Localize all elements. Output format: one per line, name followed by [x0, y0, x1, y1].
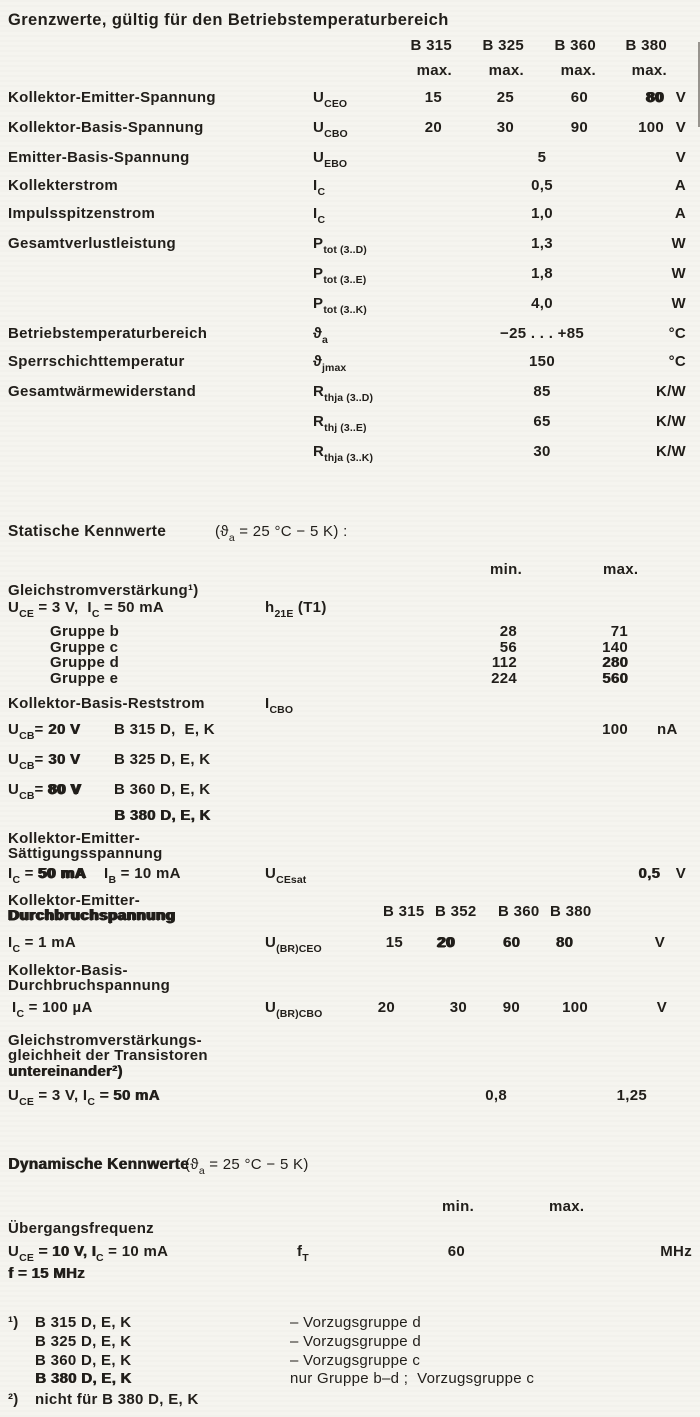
max-header-row [0, 61, 700, 81]
value-b380: 80 [555, 934, 573, 951]
cond-value: 20 V [48, 721, 81, 738]
max-header: max. [488, 62, 524, 79]
dyn-minmax-header-row [0, 1197, 700, 1217]
test-condition [8, 780, 81, 801]
footnote-row [0, 1351, 700, 1371]
symbol-sub: thj (3..E) [324, 421, 367, 434]
theta-sub: a [228, 531, 235, 544]
type-header-row [0, 36, 700, 56]
cond-part: = 1 mA [20, 934, 77, 951]
cond-sub: C [96, 1251, 104, 1264]
br-type-b380: B 380 [550, 903, 592, 920]
symbol-base: P [313, 295, 324, 312]
symbol-base: ϑ [313, 325, 323, 342]
cond-part: I [8, 934, 13, 951]
cond-part: = 10 mA [116, 865, 181, 882]
unit: K/W [655, 413, 686, 430]
param-label: gleichheit der Transistoren [8, 1047, 208, 1064]
icbo-value: 100 [602, 721, 628, 738]
type-list: B 380 D, E, K [114, 807, 211, 824]
footnote-type: B 360 D, E, K [35, 1352, 132, 1369]
unit: V [675, 149, 686, 166]
type-header-b360: B 360 [554, 37, 596, 54]
max-header: max. [603, 561, 639, 578]
match-max: 1,25 [616, 1087, 647, 1104]
footnote-note: – Vorzugsgruppe c [290, 1352, 421, 1369]
cond-part: U [8, 751, 20, 768]
cond-part: = [34, 781, 49, 798]
symbol-sub: tot (3..E) [323, 273, 367, 286]
icbo-unit: nA [657, 721, 678, 738]
symbol-base: f [297, 1243, 303, 1260]
max-header: max. [416, 62, 452, 79]
ft-condition2-row [0, 1264, 700, 1284]
br-type-b315: B 315 [383, 903, 425, 920]
value-b360: 90 [502, 999, 520, 1016]
group-max: 560 [602, 670, 628, 687]
table-row-ta [0, 324, 700, 344]
theta-symbol: (ϑ [215, 523, 229, 540]
symbol-sub: (BR)CBO [276, 1007, 323, 1020]
cond-part: = 50 mA [99, 599, 165, 616]
condition-text: = 25 °C − 5 K) : [234, 523, 348, 540]
test-condition: f = 15 MHz [8, 1265, 85, 1282]
cond-value: 30 V [48, 751, 81, 768]
footnote-marker: ¹) [8, 1314, 19, 1331]
symbol-sub: thja (3..K) [324, 451, 374, 464]
condition-text: = 25 °C − 5 K) [204, 1156, 309, 1173]
cond-part: U [8, 1243, 20, 1260]
param-label: Emitter-Basis-Spannung [8, 149, 190, 166]
ft-label-row [0, 1219, 700, 1239]
test-condition [12, 998, 93, 1019]
cond-part: U [8, 599, 20, 616]
symbol-base: U [313, 89, 325, 106]
cond-sub: C [16, 1007, 25, 1020]
value-common: 0,5 [531, 177, 553, 194]
symbol-base: h [265, 599, 275, 616]
param-label: Kollektor-Emitter- [8, 830, 141, 847]
param-label: Gesamtverlustleistung [8, 235, 177, 252]
footnote-type: B 325 D, E, K [35, 1333, 132, 1350]
param-label: Kollektor-Basis-Spannung [8, 119, 204, 136]
symbol-base: U [265, 999, 277, 1016]
symbol-sub: C [317, 185, 326, 198]
ucb-row-4 [0, 806, 700, 826]
type-list: B 315 D, E, K [114, 721, 215, 738]
cond-sub: C [12, 873, 21, 886]
cond-part: = [34, 721, 49, 738]
group-min: 224 [491, 670, 517, 687]
value-b380: 100 [638, 119, 664, 136]
unit: W [671, 295, 686, 312]
footnote-text: nicht für B 380 D, E, K [35, 1391, 199, 1408]
symbol-sub: CEO [324, 97, 348, 110]
param-label: Betriebstemperaturbereich [8, 325, 208, 342]
value-b360: 60 [570, 89, 588, 106]
group-max: 280 [602, 654, 628, 671]
cond-part: U [8, 721, 20, 738]
symbol-base: ϑ [313, 353, 323, 370]
unit: °C [668, 325, 686, 342]
value-b315: 15 [385, 934, 403, 951]
section-heading: Statische Kennwerte [8, 523, 167, 540]
value-b352: 30 [449, 999, 467, 1016]
brceo-value-row [0, 933, 700, 953]
value-b325: 25 [496, 89, 514, 106]
value-common: 65 [533, 413, 551, 430]
param-symbol [297, 1242, 309, 1263]
test-condition [8, 720, 80, 741]
value-b315: 20 [424, 119, 442, 136]
type-list: B 325 D, E, K [114, 751, 211, 768]
table-row-icm [0, 204, 700, 224]
symbol-base: I [313, 177, 318, 194]
param-symbol [265, 598, 327, 619]
max-header: max. [560, 62, 596, 79]
min-header: min. [490, 561, 523, 578]
symbol-sub: CEsat [276, 873, 307, 886]
unit: V [675, 865, 686, 882]
symbol-base: P [313, 235, 324, 252]
match-label-row-3 [0, 1062, 700, 1082]
param-symbol [313, 204, 325, 225]
cond-part: = 10 V, I [33, 1243, 97, 1260]
value-b352: 20 [437, 934, 455, 951]
value-common: 150 [529, 353, 555, 370]
test-condition [8, 750, 80, 771]
symbol-base: R [313, 413, 325, 430]
match-value-row [0, 1086, 700, 1106]
value-common: 85 [533, 383, 551, 400]
param-symbol [313, 294, 367, 315]
symbol-sub: tot (3..K) [323, 303, 367, 316]
param-label: Kollektor-Basis-Reststrom [8, 695, 205, 712]
cond-part: U [8, 1087, 20, 1104]
param-symbol [313, 88, 347, 109]
cond-sub: CB [19, 789, 35, 802]
value-common: 30 [533, 443, 551, 460]
param-label: Durchbruchspannung [8, 907, 176, 924]
value-common: 1,0 [531, 205, 553, 222]
unit: V [656, 999, 667, 1016]
footnote-type: B 380 D, E, K [35, 1370, 132, 1387]
param-symbol [313, 324, 328, 345]
unit: V [675, 89, 686, 106]
table-row-rthj-e [0, 412, 700, 432]
footnote-type: B 315 D, E, K [35, 1314, 132, 1331]
footnote-note: – Vorzugsgruppe d [290, 1333, 422, 1350]
symbol-base: I [313, 205, 318, 222]
ft-value-row [0, 1242, 700, 1262]
brceo-label-row-2 [0, 906, 700, 926]
table-row-ptot-k [0, 294, 700, 314]
section-dynamische-title-row [0, 1155, 700, 1175]
param-label: Gleichstromverstärkungs- [8, 1032, 202, 1049]
group-max: 140 [602, 639, 628, 656]
section-grenzwerte-title-row [0, 10, 700, 30]
value-b325: 30 [496, 119, 514, 136]
unit: V [675, 119, 686, 136]
param-label: Übergangsfrequenz [8, 1220, 154, 1237]
cond-sub: CB [19, 759, 35, 772]
value-b380: 100 [562, 999, 588, 1016]
symbol-sub: C [317, 213, 326, 226]
value-common: 4,0 [531, 295, 553, 312]
type-header-b325: B 325 [482, 37, 524, 54]
param-label: Gesamtwärmewiderstand [8, 383, 197, 400]
max-header: max. [631, 62, 667, 79]
param-symbol [313, 382, 373, 403]
match-min: 0,8 [485, 1087, 507, 1104]
footnote-row [0, 1369, 700, 1389]
table-row-ucbo [0, 118, 700, 138]
value-common: −25 . . . +85 [500, 325, 584, 342]
param-symbol [313, 234, 367, 255]
ucb-row-2 [0, 750, 700, 770]
footnote-row [0, 1313, 700, 1333]
param-symbol [313, 176, 325, 197]
section-heading: Dynamische Kennwerte [8, 1156, 189, 1173]
cond-value: 50 mA [38, 865, 87, 882]
unit: V [654, 934, 665, 951]
param-symbol [265, 694, 293, 715]
unit: W [671, 235, 686, 252]
param-symbol [313, 148, 347, 169]
param-symbol [313, 264, 366, 285]
param-label: Kollekterstrom [8, 177, 119, 194]
symbol-sub: thja (3..D) [324, 391, 374, 404]
table-row-uceo [0, 88, 700, 108]
table-row-tj [0, 352, 700, 372]
cond-sub: CE [19, 1251, 34, 1264]
cond-sub: CB [19, 729, 35, 742]
cond-sub: CE [19, 1095, 34, 1108]
unit: K/W [655, 443, 686, 460]
type-header-b380: B 380 [625, 37, 667, 54]
param-symbol [265, 864, 306, 885]
theta-symbol: (ϑ [185, 1156, 199, 1173]
group-min: 28 [499, 623, 517, 640]
param-label: Kollektor-Emitter- [8, 892, 141, 909]
brcbo-label-row-2 [0, 976, 700, 996]
symbol-base: U [265, 865, 277, 882]
gain-condition-row [0, 598, 700, 618]
symbol-sub: 21E [274, 607, 294, 620]
table-row-ptot-e [0, 264, 700, 284]
cond-part: = 10 mA [103, 1243, 169, 1260]
test-condition [8, 933, 76, 954]
param-label: untereinander²) [8, 1063, 123, 1080]
group-row-e [0, 669, 700, 689]
unit: A [674, 177, 686, 194]
cond-part: = [34, 751, 49, 768]
unit: °C [668, 353, 686, 370]
symbol-post: (T1) [293, 599, 327, 616]
ucb-row-1 [0, 720, 700, 740]
value-b315: 15 [424, 89, 442, 106]
cond-part: = 50 mA [95, 1087, 160, 1104]
test-condition [8, 598, 164, 619]
param-label: Kollektor-Basis- [8, 962, 128, 979]
cond-part: U [8, 781, 20, 798]
cond-part: = 3 V, I [33, 1087, 88, 1104]
footnote-note: – Vorzugsgruppe d [290, 1314, 422, 1331]
section-condition [215, 522, 348, 543]
unit: W [671, 265, 686, 282]
symbol-base: U [265, 934, 277, 951]
param-label: Kollektor-Emitter-Spannung [8, 89, 216, 106]
value-common: 5 [537, 149, 547, 166]
group-label: Gruppe b [50, 623, 120, 640]
section-condition [185, 1155, 309, 1176]
symbol-sub: EBO [324, 157, 348, 170]
footnote-row-2 [0, 1390, 700, 1410]
test-condition [8, 1242, 168, 1263]
cond-part: = 3 V, I [33, 599, 92, 616]
symbol-sub: jmax [322, 361, 347, 374]
cond-sub: C [87, 1095, 96, 1108]
section-title: Grenzwerte, gültig für den Betriebstemperaturbereich [8, 11, 449, 29]
footnote-marker: ²) [8, 1391, 19, 1408]
sat-value: 0,5 [638, 865, 660, 882]
param-symbol [265, 933, 322, 954]
group-label: Gruppe c [50, 639, 119, 656]
symbol-sub: a [322, 333, 328, 346]
param-label: Durchbruchspannung [8, 977, 171, 994]
sat-condition-row [0, 864, 700, 884]
cond-sub: CE [19, 607, 34, 620]
brcbo-value-row [0, 998, 700, 1018]
symbol-sub: CBO [269, 703, 294, 716]
param-symbol [313, 412, 367, 433]
symbol-sub: tot (3..D) [323, 243, 367, 256]
cond-sub: B [108, 873, 117, 886]
test-condition [8, 1086, 160, 1107]
cond-sub: C [12, 942, 21, 955]
cond-value: 80 V [48, 781, 82, 798]
br-type-b352: B 352 [435, 903, 477, 920]
symbol-base: U [313, 119, 325, 136]
param-label: Impulsspitzenstrom [8, 205, 156, 222]
ft-min-value: 60 [447, 1243, 465, 1260]
footnote-note: nur Gruppe b–d ; Vorzugsgruppe c [290, 1370, 535, 1387]
symbol-base: P [313, 265, 324, 282]
max-header: max. [549, 1198, 585, 1215]
symbol-sub: T [302, 1251, 309, 1264]
param-symbol [313, 442, 373, 463]
value-b380: 80 [646, 89, 664, 106]
param-symbol [313, 118, 348, 139]
value-common: 1,3 [531, 235, 553, 252]
cond-part: = [20, 865, 39, 882]
sat-label-row-2 [0, 844, 700, 864]
value-b315: 20 [377, 999, 395, 1016]
ucb-row-3 [0, 780, 700, 800]
cond-part: I [12, 999, 17, 1016]
symbol-base: I [265, 695, 270, 712]
test-condition [8, 864, 181, 885]
footnote-row [0, 1332, 700, 1352]
cond-sub: C [91, 607, 100, 620]
symbol-base: U [313, 149, 325, 166]
param-label: Sättigungsspannung [8, 845, 163, 862]
unit: A [674, 205, 686, 222]
table-row-rthja-d [0, 382, 700, 402]
value-b360: 60 [502, 934, 520, 951]
value-b360: 90 [570, 119, 588, 136]
param-label: Sperrschichttemperatur [8, 353, 185, 370]
cond-part: = 100 µA [24, 999, 93, 1016]
table-row-rthja-k [0, 442, 700, 462]
symbol-sub: (BR)CEO [276, 942, 322, 955]
group-min: 112 [491, 654, 517, 671]
theta-sub: a [198, 1164, 205, 1177]
param-label: Gleichstromverstärkung¹) [8, 582, 199, 599]
type-list: B 360 D, E, K [114, 781, 211, 798]
group-label: Gruppe e [50, 670, 119, 687]
unit: K/W [655, 383, 686, 400]
param-symbol [313, 352, 346, 373]
section-statische-title-row [0, 522, 700, 542]
group-label: Gruppe d [50, 654, 120, 671]
minmax-header-row [0, 560, 700, 580]
min-header: min. [442, 1198, 475, 1215]
br-type-b360: B 360 [498, 903, 540, 920]
symbol-base: R [313, 443, 325, 460]
group-max: 71 [610, 623, 628, 640]
table-row-uebo [0, 148, 700, 168]
cond-part: I [8, 865, 13, 882]
table-row-ptot-d [0, 234, 700, 254]
cond-part: I [86, 865, 109, 882]
symbol-base: R [313, 383, 325, 400]
param-symbol [265, 998, 322, 1019]
table-row-ic [0, 176, 700, 196]
unit: MHz [660, 1243, 692, 1260]
group-min: 56 [499, 639, 517, 656]
icbo-label-row [0, 694, 700, 714]
symbol-sub: CBO [324, 127, 348, 140]
value-common: 1,8 [531, 265, 553, 282]
type-header-b315: B 315 [410, 37, 452, 54]
